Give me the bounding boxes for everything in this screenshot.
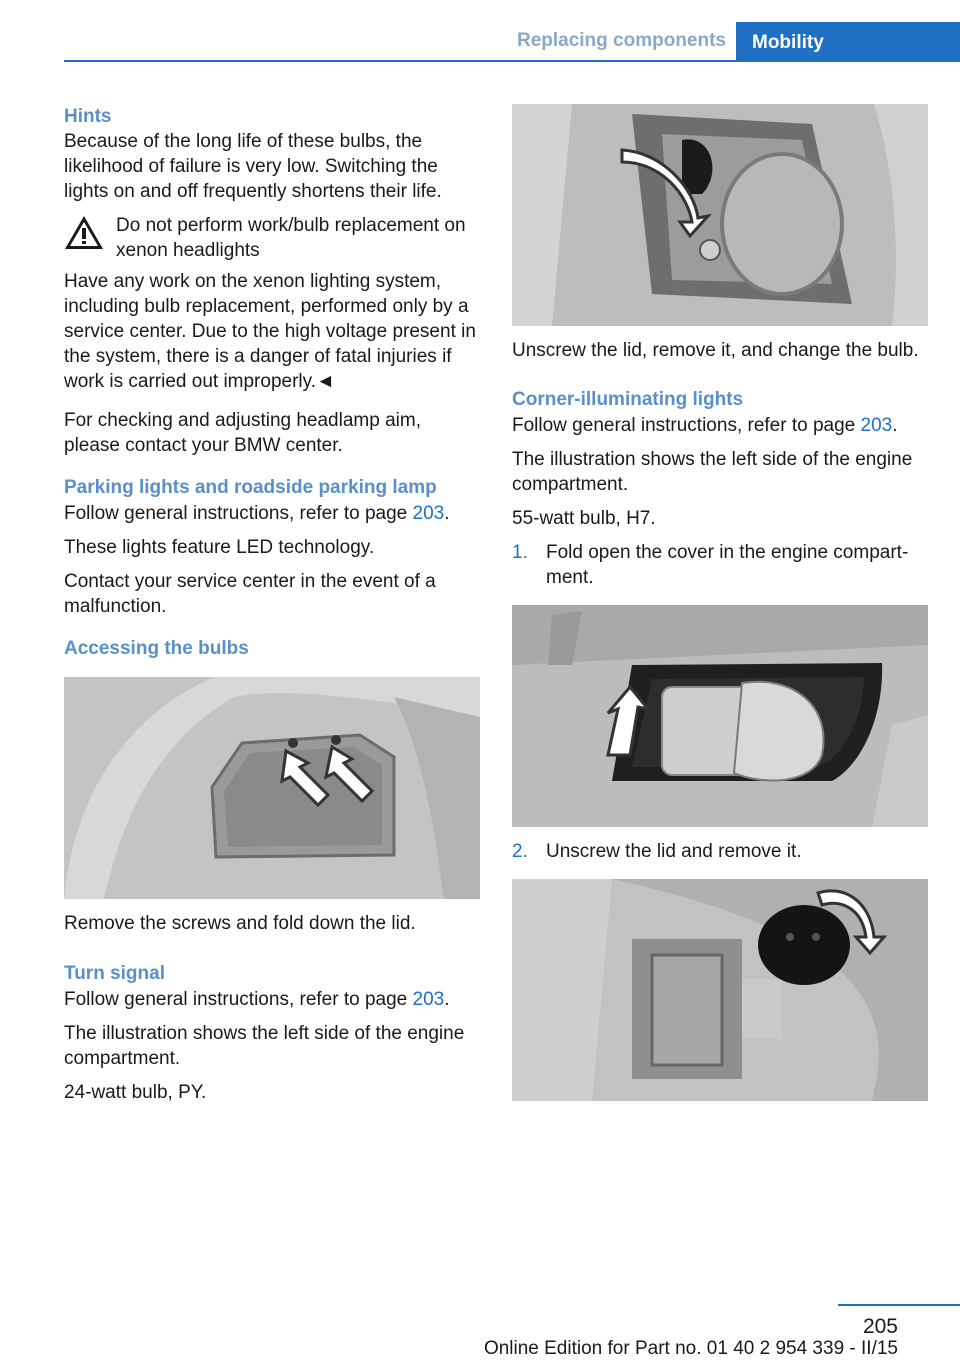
page-link[interactable]: 203 — [412, 989, 445, 1010]
hints-heading: Hints — [64, 106, 112, 127]
warning-text: Have any work on the xenon lighting system, including bulb replacement, performed only by a service center. Due to the high voltage present in the system, there is a danger of fatal injuries if work is carried out improperly.◄ — [64, 271, 476, 392]
corner-illuminating-heading: Corner-illuminating lights — [512, 389, 744, 410]
lid-caption: Unscrew the lid, remove it, and change the bulb. — [512, 340, 919, 361]
header-section-title: Replacing components — [516, 30, 726, 51]
turn-signal-heading: Turn signal — [64, 963, 165, 984]
turn-signal-bulb: 24-watt bulb, PY. — [64, 1082, 207, 1103]
parking-contact-text: Contact your service center in the event of a malfunction. — [64, 571, 436, 617]
warning-triangle-icon — [64, 215, 104, 251]
step-text: Fold open the cover in the engine compartment. — [546, 542, 909, 588]
warning-block — [64, 213, 480, 263]
headlamp-aim-text: For checking and adjusting headlamp aim, please contact your BMW center. — [64, 410, 421, 456]
figure-access-lid — [64, 677, 480, 899]
corner-reference: Follow general instructions, refer to page 203. — [512, 415, 898, 436]
footer-rule — [838, 1304, 960, 1306]
step-item — [512, 839, 928, 864]
parking-reference: Follow general instructions, refer to page 203. — [64, 503, 450, 524]
corner-bulb: 55-watt bulb, H7. — [512, 508, 656, 529]
figure-lid-removal — [512, 879, 928, 1101]
turn-signal-illustration-text: The illustration shows the left side of the engine compartment. — [64, 1023, 465, 1069]
figure-engine-cover — [512, 605, 928, 827]
access-caption: Remove the screws and fold down the lid. — [64, 913, 416, 934]
warning-title: Do not perform work/bulb replacement on xenon headlights — [116, 215, 466, 261]
page-link[interactable]: 203 — [412, 503, 445, 524]
hints-text: Because of the long life of these bulbs, the likelihood of failure is very low. Switching the lights on and off frequently shortens their life. — [64, 131, 442, 202]
header-chapter-tab: Mobility — [736, 22, 960, 62]
corner-illustration-text: The illustration shows the left side of the engine compartment. — [512, 449, 913, 495]
step-number: 1. — [512, 542, 528, 563]
figure-headlight-lid — [512, 104, 928, 326]
right-column — [512, 104, 928, 1101]
left-column — [64, 104, 480, 1105]
parking-heading: Parking lights and roadside parking lamp — [64, 477, 437, 498]
parking-led-text: These lights feature LED technology. — [64, 537, 375, 558]
turn-signal-reference: Follow general instructions, refer to page 203. — [64, 989, 450, 1010]
footer-edition: Online Edition for Part no. 01 40 2 954 339 - II/15 — [483, 1338, 898, 1359]
page-number: 205 — [862, 1315, 898, 1338]
page-link[interactable]: 203 — [860, 415, 893, 436]
step-number: 2. — [512, 841, 528, 862]
step-item — [512, 540, 928, 590]
access-heading: Accessing the bulbs — [64, 638, 249, 659]
header-rule — [64, 60, 960, 62]
step-text: Unscrew the lid and remove it. — [546, 841, 802, 862]
